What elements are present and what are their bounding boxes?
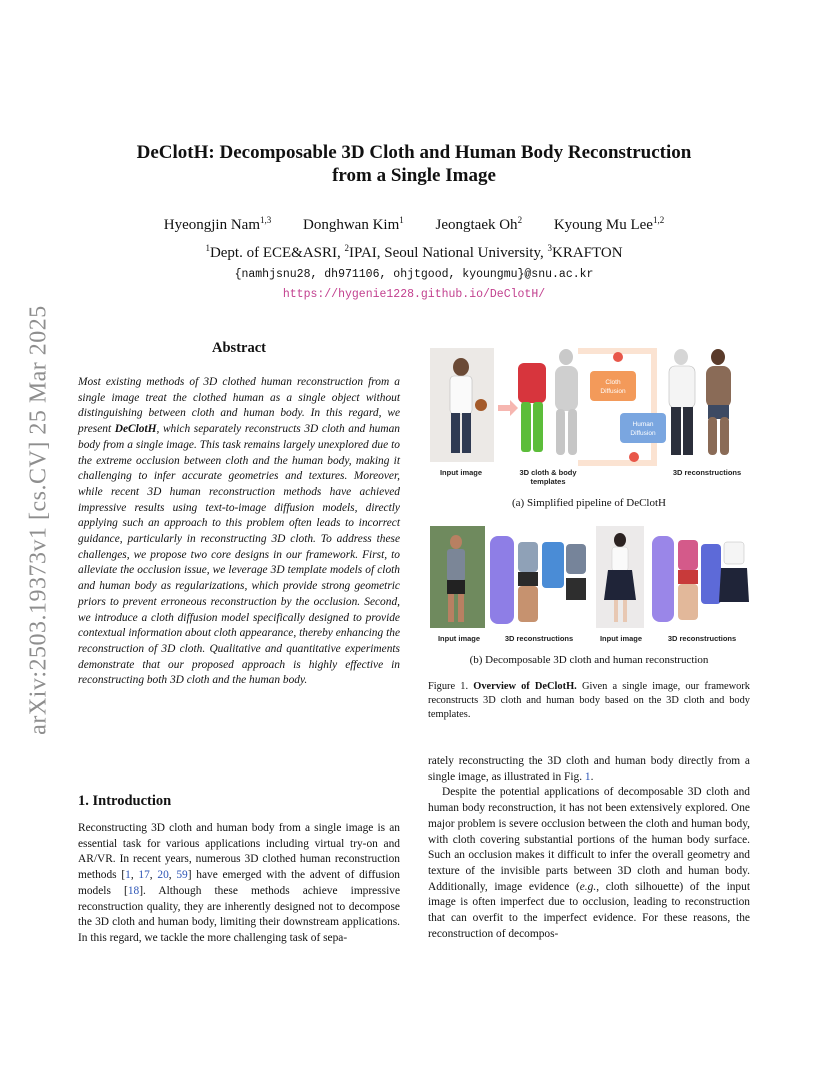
template-pants-leg	[533, 402, 543, 452]
intro-text: ] have emerged with the advent of diffusion models [	[78, 869, 401, 897]
recon-cloth-shirt	[669, 366, 695, 408]
intro-heading: 1. Introduction	[78, 793, 172, 809]
citation-link[interactable]: 18	[127, 884, 140, 897]
affil-sup: 1	[205, 243, 210, 253]
citation-link[interactable]: 20	[157, 869, 169, 882]
example1-leg	[448, 594, 454, 622]
template-body-torso	[555, 366, 578, 411]
example2-head	[614, 533, 626, 547]
example1-recon-shirt	[518, 542, 538, 572]
figure-1-caption	[428, 680, 750, 722]
title-line-2: from a Single Image	[332, 165, 496, 186]
recon-human-head	[711, 349, 725, 365]
label-input-image: Input image	[439, 468, 483, 477]
recon-human-leg	[708, 417, 717, 455]
template-body-leg	[556, 409, 565, 455]
recon-human-leg	[720, 417, 729, 455]
author-sup: 1,3	[260, 215, 272, 225]
body-text: , cloth silhouette) of the input image is often imperfect due to occlusion, leading to reconstruction that can overfit to the imperfect evidence. For these reasons, the reconstruction of decompos-	[428, 880, 750, 940]
input-person-leg	[462, 413, 471, 453]
affil-sup: 3	[547, 243, 552, 253]
caption-prefix: Figure 1.	[428, 681, 474, 692]
author-list	[80, 217, 748, 234]
abstract-heading: Abstract	[212, 340, 266, 356]
cloth-diffusion-label-2: Diffusion	[600, 388, 626, 395]
basketball	[475, 399, 487, 411]
citation-link[interactable]: 59	[176, 869, 188, 882]
template-shirt	[518, 363, 546, 403]
body-text: Despite the potential applications of decomposable 3D cloth and human body reconstruction, it has not been extensively explored. One major problem is severe occlusion between the cloth and human body, with cloth covering substantial portions of the human body surface. Such an occlusion makes it difficult to infer the overall geometry and texture of the invisible parts between 3D cloth and human body. Additionally, image evidence (	[428, 786, 750, 893]
affil-text: KRAFTON	[551, 245, 623, 261]
intro-text: Reconstructing 3D cloth and human body from a single image is an essential task for various applications including virtual try-on and AR/VR. In recent years, numerous 3D clothed human reconstruction methods [	[78, 822, 400, 882]
input-person-shirt	[450, 376, 472, 414]
body-text-italic: e.g.	[579, 880, 597, 893]
author-emails: {namhjsnu28, dh971106, ohjtgood, kyoungmu}@snu.ac.kr	[234, 268, 594, 281]
figure-1b-caption: (b) Decomposable 3D cloth and human reconstruction	[469, 654, 709, 666]
affiliations	[80, 245, 748, 262]
example2-cloth-blouse	[724, 542, 744, 564]
example2-normal-map	[652, 536, 674, 622]
citation-link[interactable]: 17	[138, 869, 150, 882]
example2-recon-body	[701, 544, 721, 604]
input-person-leg	[451, 413, 460, 453]
author-sup: 2	[517, 215, 523, 225]
cloth-diffusion-box	[590, 371, 636, 401]
template-body-head	[559, 349, 573, 365]
body-text: rately reconstructing the 3D cloth and human body directly from a single image, as illustrated in Fig.	[428, 755, 750, 783]
body-text: .	[590, 770, 594, 783]
paper-title	[80, 141, 748, 187]
example1-cloth-shirt	[566, 544, 586, 574]
example1-head	[450, 535, 462, 549]
author-name: Jeongtaek Oh	[435, 217, 518, 233]
recon-human-shorts	[708, 405, 729, 419]
intro-text: ]. Although these methods achieve impressive reconstruction quality, they are inherently designed not to decompose the 3D cloth and human body, limiting their downstream applications. In this regard, we tackle the more challenging task of sepa-	[78, 884, 400, 944]
example2-leg	[614, 600, 618, 622]
arxiv-stamp	[22, 280, 56, 760]
results-panel	[428, 524, 750, 648]
author-name: Hyeongjin Nam	[163, 217, 260, 233]
label-reconstructions: 3D reconstructions	[504, 634, 574, 643]
caption-text: Given a single image, our framework reconstructs 3D cloth and human body based on the 3D cloth and body templates.	[428, 681, 750, 720]
example2-cloth-skirt	[719, 568, 749, 602]
figure-1a-pipeline	[428, 345, 750, 490]
author-sup: 1	[399, 215, 404, 225]
author-1	[164, 217, 271, 233]
author-2	[303, 217, 404, 233]
cloth-diffusion-label-1: Cloth	[605, 379, 621, 386]
example2-skirt	[604, 570, 636, 600]
example2-blouse	[612, 547, 628, 571]
example1-shorts	[447, 580, 465, 594]
label-input-image: Input image	[437, 634, 481, 643]
figure-1a-caption: (a) Simplified pipeline of DeClotH	[512, 497, 666, 509]
example1-recon-legs	[518, 586, 538, 622]
arxiv-stamp-text: arXiv:2503.19373v1 [cs.CV] 25 Mar 2025	[25, 305, 52, 735]
input-person-head	[453, 358, 469, 376]
figure-1b-results	[428, 524, 750, 648]
label-input-image: Input image	[599, 634, 643, 643]
example1-cloth-shorts	[566, 578, 586, 600]
author-4	[554, 217, 664, 233]
pipeline-frame	[578, 351, 654, 463]
figure-ref-link[interactable]: 1	[584, 770, 591, 783]
title-line-1: DeClotH: Decomposable 3D Cloth and Human Body Reconstruction	[136, 142, 692, 163]
example2-recon-top	[678, 540, 698, 570]
example2-recon-shorts	[678, 570, 698, 584]
affil-sup: 2	[344, 243, 350, 253]
intro-body: Reconstructing 3D cloth and human body from a single image is an essential task for various applications including virtual try-on and AR/VR. In recent years, numerous 3D clothed human reconstruction methods [1, 17, 20, 59] have emerged with the advent of diffusion models [18]. Although these methods achieve impressive reconstruction quality, they are inherently designed not to decompose the 3D cloth and human body, limiting their downstream applications. In this regard, we tackle the more challenging task of sepa-	[78, 822, 401, 944]
human-diffusion-label-1: Human	[632, 421, 654, 428]
affil-text: IPAI, Seoul National University,	[349, 245, 548, 261]
recon-human-torso	[706, 366, 731, 408]
example1-recon-body	[542, 542, 564, 588]
recon-cloth-leg	[683, 407, 693, 455]
label-reconstructions: 3D reconstructions	[667, 634, 737, 643]
affil-text: Dept. of ECE&ASRI,	[209, 245, 345, 261]
label-reconstructions: 3D reconstructions	[672, 468, 742, 477]
example1-leg	[458, 594, 464, 622]
human-diffusion-box	[620, 413, 666, 443]
gear-icon	[613, 352, 623, 362]
template-body-leg	[568, 409, 577, 455]
author-name: Kyoung Mu Lee	[553, 217, 653, 233]
example1-normal-map	[490, 536, 514, 624]
method-name: DeClotH	[114, 423, 157, 436]
label-templates: 3D cloth & body templates	[519, 468, 577, 486]
flow-arrow-icon	[498, 400, 518, 416]
author-3	[436, 217, 523, 233]
abstract-text: Most existing methods of 3D clothed human reconstruction from a single image treat the clothed human as a single object without distinguishing between cloth and human body. In this regard, we present	[78, 376, 400, 436]
author-sup: 1,2	[652, 215, 665, 225]
gear-icon	[629, 452, 639, 462]
human-diffusion-label-2: Diffusion	[630, 430, 656, 437]
example1-shirt	[447, 549, 465, 581]
example2-recon-legs	[678, 584, 698, 620]
citation-link[interactable]: 1	[125, 869, 131, 882]
example2-leg	[623, 600, 627, 622]
caption-bold: Overview of DeClotH.	[473, 681, 577, 692]
abstract-body	[78, 375, 400, 689]
recon-cloth-leg	[671, 407, 681, 455]
abstract-text: , which separately reconstructs 3D cloth and human body from a single image. This task remains largely unexplored due to the extreme occlusion between cloth and the human body, making it challenging to infer accurate geometries and textures. Moreover, while recent 3D human reconstruction methods have achieved impressive results using text-to-image diffusion models, directly applying such an approach to this problem often leads to incorrect guidance, particularly in reconstructing 3D cloth. To address these challenges, we propose two core designs in our framework. First, to alleviate the occlusion issue, we leverage 3D template models of cloth and human body as regularizations, which provide strong geometric priors to prevent erroneous reconstruction by the occlusion. Second, we introduce a cloth diffusion model specifically designed to provide contextual information about cloth appearance, thereby enhancing the reconstruction of 3D cloth. Qualitative and quantitative experiments demonstrate that our proposed approach is highly effective in reconstructing both 3D cloth and the human body.	[78, 423, 400, 687]
example1-recon-shorts	[518, 572, 538, 586]
recon-cloth-head	[674, 349, 688, 365]
template-pants-leg	[521, 402, 531, 452]
right-column-body	[428, 754, 750, 942]
author-name: Donghwan Kim	[303, 217, 400, 233]
project-url-link[interactable]: https://hygenie1228.github.io/DeClotH/	[282, 288, 546, 301]
